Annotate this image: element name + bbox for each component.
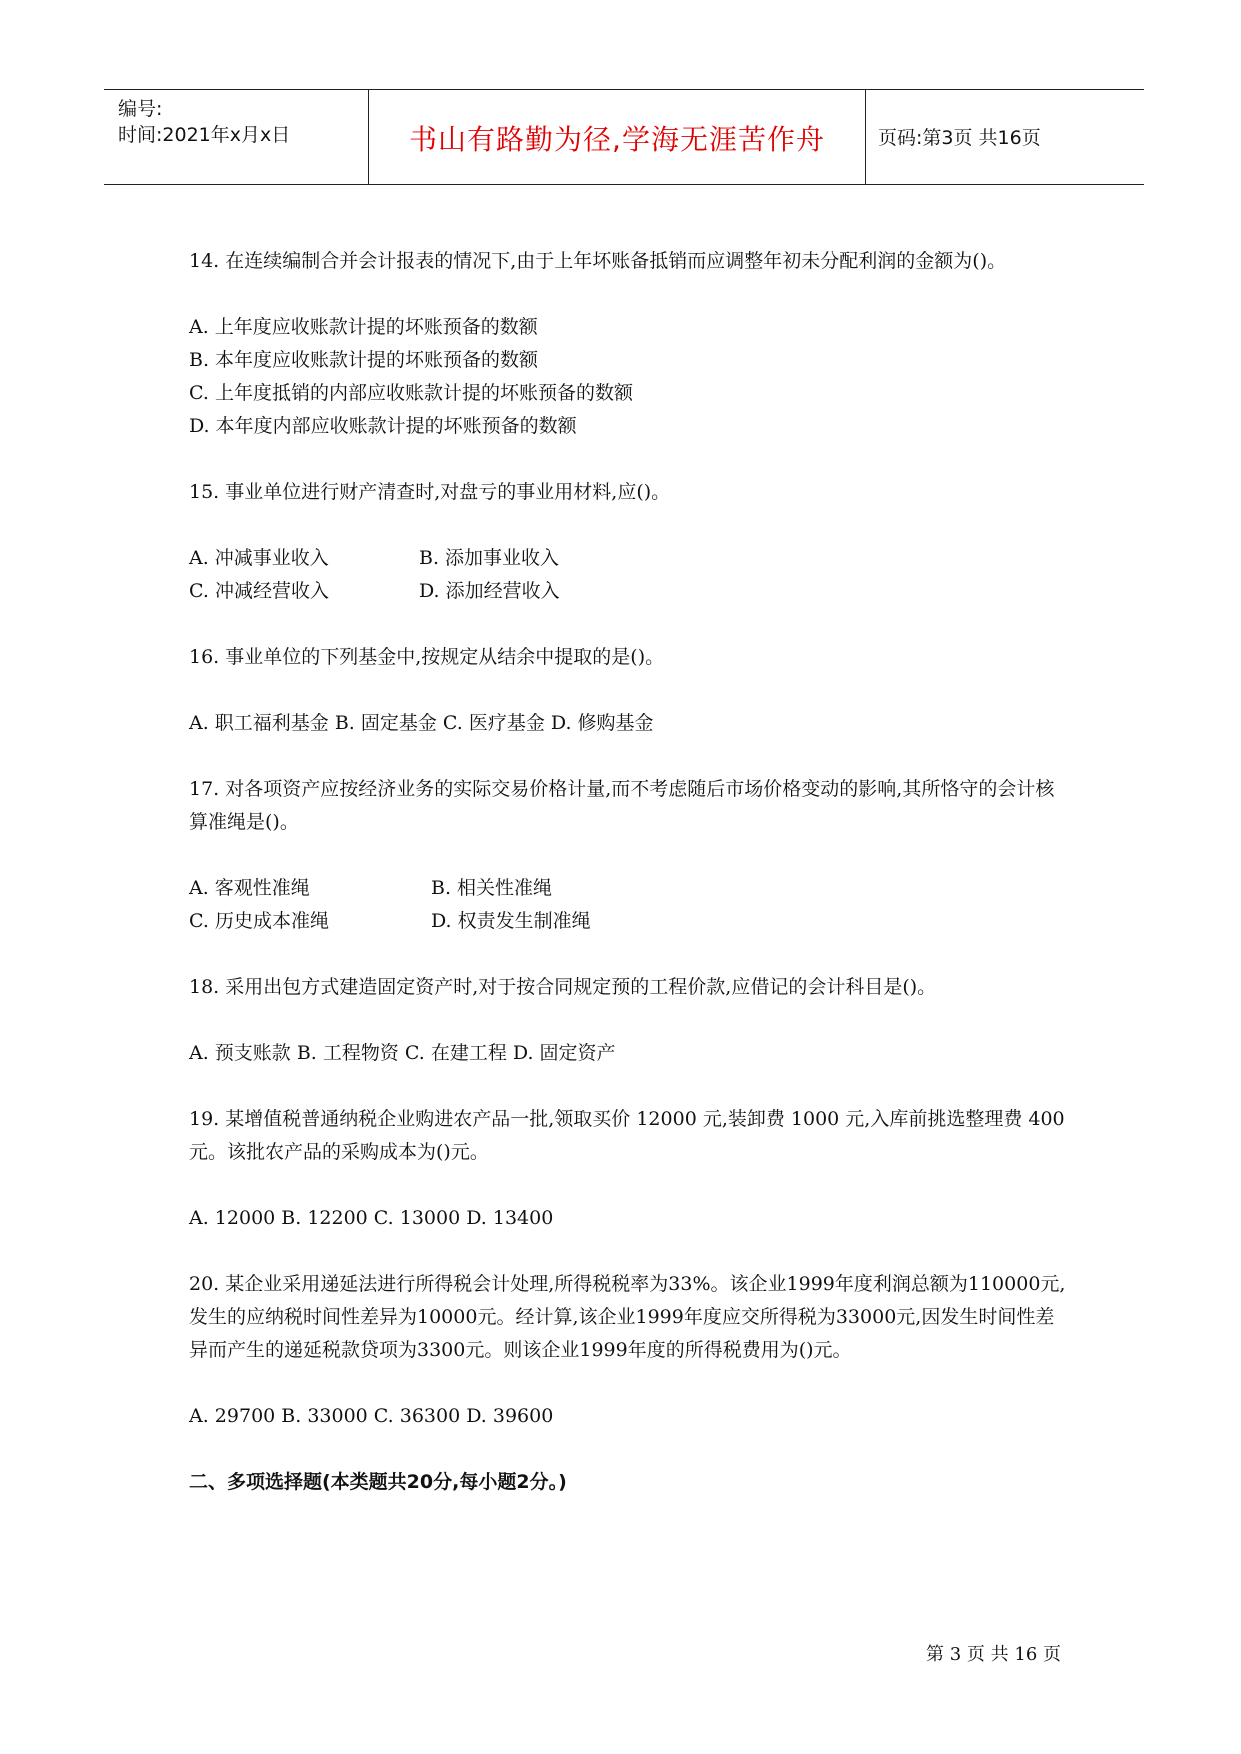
option: B. 添加事业收入 <box>419 547 560 569</box>
option: D. 本年度内部应收账款计提的坏账预备的数额 <box>189 415 577 437</box>
motto: 书山有路勤为径,学海无涯苦作舟 <box>409 123 825 156</box>
option: C. 历史成本准绳 <box>189 910 329 932</box>
question-15: 15. 事业单位进行财产清查时,对盘亏的事业用材料,应()。 <box>189 481 671 503</box>
option: D. 添加经营收入 <box>419 580 560 602</box>
question-15-options <box>189 542 1069 608</box>
option: A. 客观性准绳 <box>189 877 310 899</box>
option: C. 冲减经营收入 <box>189 580 329 602</box>
header-motto-cell <box>368 90 866 184</box>
option: B. 相关性准绳 <box>431 877 553 899</box>
question-17-options <box>189 872 1069 938</box>
question-20: 20. 某企业采用递延法进行所得税会计处理,所得税税率为33%。该企业1999年度利润总额为110000元,发生的应纳税时间性差异为10000元。经计算,该企业1999年度应交所得税为33000元,因发生时间性差异而产生的递延税款贷项为3300元。则该企业1999年度的所得税费用为()元。 <box>189 1273 1066 1361</box>
option: A. 上年度应收账款计提的坏账预备的数额 <box>189 316 538 338</box>
question-18: 18. 采用出包方式建造固定资产时,对于按合同规定预的工程价款,应借记的会计科目是()。 <box>189 976 937 998</box>
question-content <box>189 245 1069 1499</box>
option: C. 上年度抵销的内部应收账款计提的坏账预备的数额 <box>189 382 633 404</box>
option: D. 权责发生制准绳 <box>431 910 591 932</box>
time-label: 时间:2021年x月x日 <box>118 124 291 146</box>
question-18-options: A. 预支账款 B. 工程物资 C. 在建工程 D. 固定资产 <box>189 1042 616 1064</box>
page-number-label: 页码:第3页 共16页 <box>878 127 1041 149</box>
header-left-cell <box>104 90 368 184</box>
question-16: 16. 事业单位的下列基金中,按规定从结余中提取的是()。 <box>189 646 665 668</box>
page-footer: 第 3 页 共 16 页 <box>926 1644 1061 1665</box>
question-17: 17. 对各项资产应按经济业务的实际交易价格计量,而不考虑随后市场价格变动的影响,其所恪守的会计核算准绳是()。 <box>189 778 1055 833</box>
option: A. 冲减事业收入 <box>189 547 329 569</box>
serial-label: 编号: <box>118 98 163 120</box>
question-16-options: A. 职工福利基金 B. 固定基金 C. 医疗基金 D. 修购基金 <box>189 712 654 734</box>
section-heading: 二、多项选择题(本类题共20分,每小题2分。) <box>189 1471 567 1493</box>
page-header <box>104 89 1144 185</box>
question-19-options: A. 12000 B. 12200 C. 13000 D. 13400 <box>189 1207 554 1229</box>
question-14-options <box>189 311 1069 443</box>
header-right-cell <box>866 90 1144 184</box>
option: B. 本年度应收账款计提的坏账预备的数额 <box>189 349 539 371</box>
question-14: 14. 在连续编制合并会计报表的情况下,由于上年坏账备抵销而应调整年初未分配利润的金额为()。 <box>189 250 1007 272</box>
question-19: 19. 某增值税普通纳税企业购进农产品一批,领取买价 12000 元,装卸费 1000 元,入库前挑选整理费 400 元。该批农产品的采购成本为()元。 <box>189 1108 1065 1163</box>
question-20-options: A. 29700 B. 33000 C. 36300 D. 39600 <box>189 1405 554 1427</box>
